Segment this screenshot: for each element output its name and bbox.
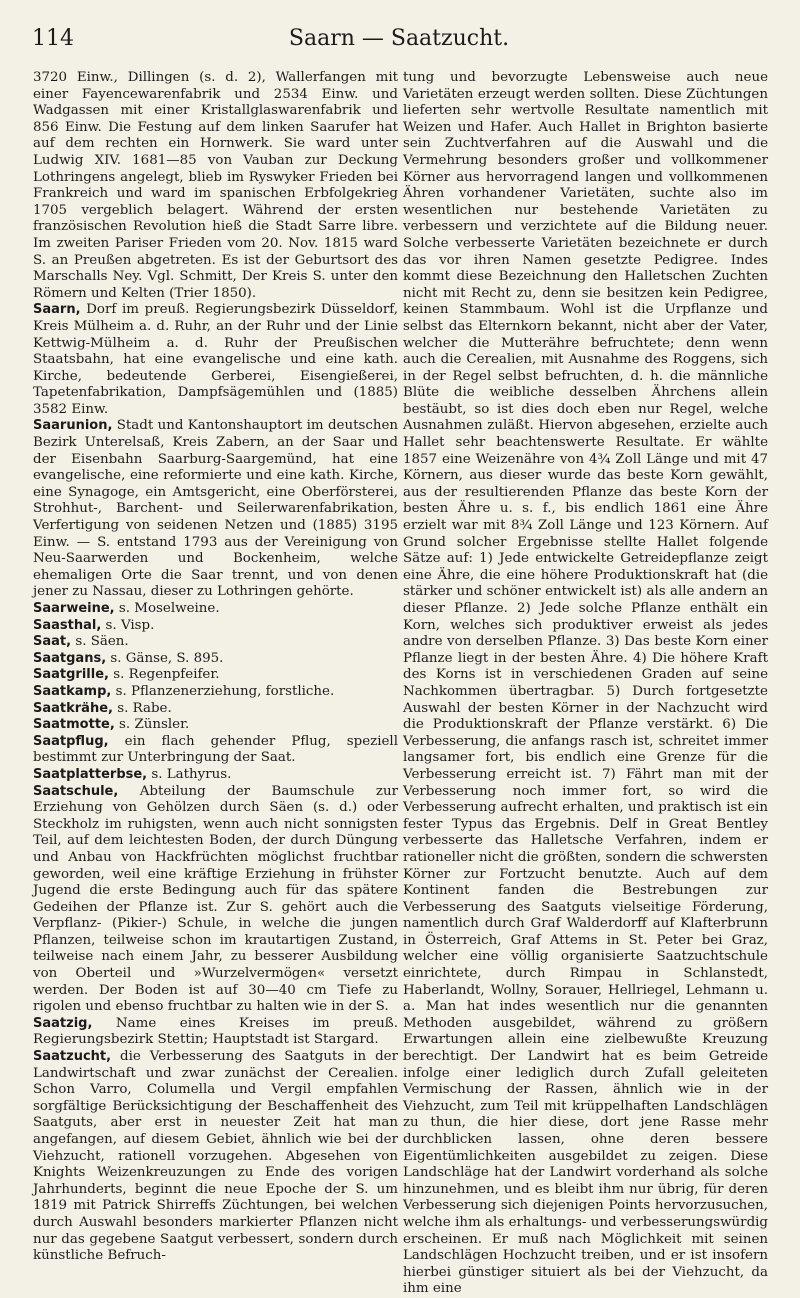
entry-text: Name eines Kreises im preuß. Regierungsbezirk Stettin; Hauptstadt ist Stargard. bbox=[33, 1015, 398, 1048]
entry-headword: Saatschule, bbox=[33, 783, 119, 799]
dictionary-entry bbox=[33, 767, 398, 784]
entry-headword: Saasthal, bbox=[33, 617, 102, 633]
dictionary-entry bbox=[33, 302, 398, 418]
entry-headword: Saatzig, bbox=[33, 1015, 93, 1031]
dictionary-entry bbox=[33, 634, 398, 651]
entry-headword: Saatkrähe, bbox=[33, 700, 113, 716]
entry-headword: Saarweine, bbox=[33, 601, 115, 616]
entry-headword: Saat, bbox=[33, 634, 72, 650]
entry-headword: Saarn, bbox=[33, 302, 81, 318]
entry-headword: Saatgans, bbox=[33, 650, 107, 666]
entry-text: s. Säen. bbox=[71, 634, 129, 650]
entry-headword: Saatzucht, bbox=[33, 1049, 112, 1065]
right-column bbox=[403, 70, 768, 1297]
entry-continuation: tung und bevorzugte Lebensweise auch neue Varietäten erzeugt werden sollten. Diese Züchtungen lieferten sehr wertvolle Resultate namentlich mit Weizen und Hafer. Auch Hallet in Brighton basierte sein Zuchtverfahren auf die Auswahl und die Vermehrung besonders großer und vollkommener Körner aus hervorragend langen und vollkommenen Ähren vorhandener Varietäten, suchte also im wesentlichen nur bestehende Varietäten zu verbessern und verzichtete auf die Bildung neuer. Solche verbesserte Varietäten bezeichnete er durch das vor ihren Namen gesetzte Pedigree. Indes kommt diese Bezeichnung den Halletschen Zuchten nicht mit Recht zu, denn sie besitzen kein Pedigree, keinen Stammbaum. Wohl ist die Urpflanze und selbst das Elternkorn bekannt, nicht aber der Vater, welcher die Mutterähre befruchtete; denn wenn auch die Cerealien, mit Ausnahme des Roggens, sich in der Regel selbst befruchten, d. h. die männliche Blüte die weibliche desselben Ährchens allein bestäubt, so ist dies doch eben nur Regel, welche Ausnahmen zuläßt. Hiervon abgesehen, erzielte auch Hallet sehr beachtenswerte Resultate. Er wählte 1857 eine Weizenähre von 4¾ Zoll Länge und mit 47 Körnern, aus dieser wurde das beste Korn gewählt, aus der resultierenden Pflanze das beste Korn der besten Ähre u. s. f., bis endlich 1861 eine Ähre erzielt war mit 8¾ Zoll Länge und 123 Körnern. Auf Grund solcher Ergebnisse stellte Hallet folgende Sätze auf: 1) Jede entwickelte Getreidepflanze zeigt eine Ähre, die eine höhere Produktionskraft hat (die stärker und schöner entwickelt ist) als alle andern an dieser Pflanze. 2) Jede solche Pflanze enthält ein Korn, welches sich produktiver erweist als jedes andre von derselben Pflanze. 3) Das beste Korn einer Pflanze liegt in der besten Ähre. 4) Die höhere Kraft des Korns ist in verschiedenen Graden auf seine Nachkommen übertragbar. 5) Durch fortgesetzte Auswahl der besten Körner in der Nachzucht wird die Produktionskraft der Pflanze verstärkt. 6) Die Verbesserung, die anfangs rasch ist, schreitet immer langsamer fort, bis endlich eine Grenze für die Verbesserung erreicht ist. 7) Fährt man mit der Verbesserung noch immer fort, so wird die Verbesserung aufrecht erhalten, und praktisch ist ein fester Typus das Ergebnis. Delf in Great Bentley verbesserte das Halletsche Verfahren, indem er rationeller nicht die größten, sondern die schwersten Körner zur Fortzucht benutzte. Auch auf dem Kontinent fanden die Bestrebungen zur Verbesserung des Saatguts vielseitige Förderung, namentlich durch Graf Walderdorff auf Klafterbrunn in Österreich, Graf Attems in St. Peter bei Graz, welcher eine völlig organisierte Saatzuchtschule einrichtete, durch Rimpau in Schlanstedt, Haberlandt, Wollny, Sorauer, Hellriegel, Lehmann u. a. Man hat indes wesentlich nur die genannten Methoden ausgebildet, während zu größern Erwartungen allein eine zielbewußte Kreuzung berechtigt. Der Landwirt hat es beim Getreide infolge einer lediglich durch Zufall geleiteten Vermischung der Rassen, ähnlich wie in der Viehzucht, zum Teil mit krüppelhaften Landschlägen zu thun, die hier diese, dort jene Rasse mehr durchblicken lassen, ohne deren bessere Eigentümlichkeiten ausgebildet zu zeigen. Diese Landschläge hat der Landwirt vorderhand als solche hinzunehmen, und es bleibt ihm nur übrig, für deren Verbesserung sich diejenigen Points hervorzusuchen, welche ihm als erhaltungs- und verbesserungswürdig erscheinen. Er muß nach Möglichkeit mit seinen Landschlägen Hochzucht treiben, und er ist insofern hierbei günstiger situiert als bei der Viehzucht, da ihm eine bbox=[403, 70, 768, 1297]
entry-text: s. Zünsler. bbox=[114, 717, 190, 733]
entry-text: s. Regenpfeifer. bbox=[108, 667, 220, 683]
running-title: Saarn — Saatzucht. bbox=[288, 26, 510, 51]
left-column bbox=[33, 70, 398, 1268]
entry-text: die Verbesserung des Saatguts in der Landwirtschaft und zwar zunächst der Cerealien. Schon Varro, Columella und Vergil empfahlen sorgfältige Berücksichtigung der Beschaffenheit des Saatguts, aber erst in neuester Zeit hat man angefangen, auf diesem Gebiet, ähnlich wie bei der Viehzucht, rationell vorzugehen. Abgesehen von Knights Weizenkreuzungen zu Ende des vorigen Jahrhunderts, beginnt die neue Epoche der S. um 1819 mit Patrick Shirreffs Züchtungen, bei welchen durch Auswahl besonders markierter Pflanzen nicht nur das gegebene Saatgut verbessert, sondern durch künstliche Befruch- bbox=[33, 1049, 398, 1264]
page-number: 114 bbox=[32, 26, 74, 51]
dictionary-entry bbox=[33, 1049, 398, 1265]
dictionary-entry bbox=[33, 70, 398, 302]
entry-text: s. Pflanzenerziehung, forstliche. bbox=[111, 683, 335, 699]
dictionary-entry bbox=[33, 784, 398, 1016]
entry-headword: Saatmotte, bbox=[33, 717, 115, 733]
dictionary-entry bbox=[33, 418, 398, 601]
entry-text: Abteilung der Baumschule zur Erziehung von Gehölzen durch Säen (s. d.) oder Steckholz im ruhigsten, wenn auch nicht sonnigsten Teil, auf dem leichtesten Boden, der durch Düngung und Anbau von Hackfrüchten möglichst fruchtbar geworden, weil eine kräftige Erziehung in frühster Jugend die erste Bedingung auch für das spätere Gedeihen der Pflanze ist. Zur S. gehört auch die Verpflanz- (Pikier-) Schule, in welche die jungen Pflanzen, teilweise schon im krautartigen Zustand, teilweise nach einem Jahr, zu besserer Ausbildung von Oberteil und »Wurzelvermögen« versetzt werden. Der Boden ist auf 30—40 cm Tiefe zu rigolen und ebenso fruchtbar zu halten wie in der S. bbox=[33, 783, 398, 1015]
dictionary-entry bbox=[33, 701, 398, 718]
dictionary-entry bbox=[33, 601, 398, 618]
dictionary-entry bbox=[33, 734, 398, 767]
dictionary-entry bbox=[33, 684, 398, 701]
entry-text: Dorf im preuß. Regierungsbezirk Düsseldorf, Kreis Mülheim a. d. Ruhr, an der Ruhr und der Linie Kettwig-Mülheim a. d. Ruhr der Preußischen Staatsbahn, hat eine evangelische und eine kath. Kirche, bedeutende Gerberei, Eisengießerei, Tapetenfabrikation, Dampfsägemühlen und (1885) 3582 Einw. bbox=[33, 302, 398, 417]
entry-text: 3720 Einw., Dillingen (s. d. 2), Wallerfangen mit einer Fayencewarenfabrik und 2534 Einw. und Wadgassen mit einer Kristallglaswarenfabrik und 856 Einw. Die Festung auf dem linken Saarufer hat auf dem rechten ein Hornwerk. Sie ward unter Ludwig XIV. 1681—85 von Vauban zur Deckung Lothringens angelegt, blieb im Ryswyker Frieden bei Frankreich und ward im spanischen Erbfolgekrieg 1705 vergeblich belagert. Während der ersten französischen Revolution hieß die Stadt Sarre libre. Im zweiten Pariser Frieden vom 20. Nov. 1815 ward S. an Preußen abgetreten. Es ist der Geburtsort des Marschalls Ney. Vgl. Schmitt, Der Kreis S. unter den Römern und Kelten (Trier 1850). bbox=[33, 70, 398, 301]
dictionary-entry bbox=[33, 651, 398, 668]
entry-headword: Saarunion, bbox=[33, 418, 113, 434]
dictionary-entry bbox=[33, 1016, 398, 1049]
entry-text: ein flach gehender Pflug, speziell bestimmt zur Unterbringung der Saat. bbox=[33, 733, 398, 766]
entry-headword: Saatplatterbse, bbox=[33, 766, 148, 782]
entry-text: s. Gänse, S. 895. bbox=[106, 650, 224, 666]
page-header bbox=[32, 26, 766, 62]
entry-text: Stadt und Kantonshauptort im deutschen Bezirk Unterelsaß, Kreis Zabern, an der Saar und der Eisenbahn Saarburg-Saargemünd, hat eine evangelische, eine reformierte und eine kath. Kirche, eine Synagoge, ein Amtsgericht, eine Oberförsterei, Strohhut-, Barchent- und Seilerwarenfabrikation, Verfertigung von seidenen Netzen und (1885) 3195 Einw. — S. entstand 1793 aus der Vereinigung von Neu-Saarwerden und Bockenheim, welche ehemaligen Orte die Saar trennt, und von denen jener zu Nassau, dieser zu Lothringen gehörte. bbox=[33, 418, 398, 600]
entry-headword: Saatkamp, bbox=[33, 683, 112, 699]
dictionary-entry bbox=[33, 717, 398, 734]
dictionary-entry bbox=[33, 667, 398, 684]
entry-text: s. Moselweine. bbox=[114, 601, 220, 616]
entry-text: s. Rabe. bbox=[112, 700, 172, 716]
entry-headword: Saatpflug, bbox=[33, 733, 109, 749]
entry-text: s. Visp. bbox=[101, 617, 155, 633]
entry-headword: Saatgrille, bbox=[33, 667, 109, 683]
dictionary-entry bbox=[33, 618, 398, 635]
entry-text: s. Lathyrus. bbox=[147, 766, 232, 782]
